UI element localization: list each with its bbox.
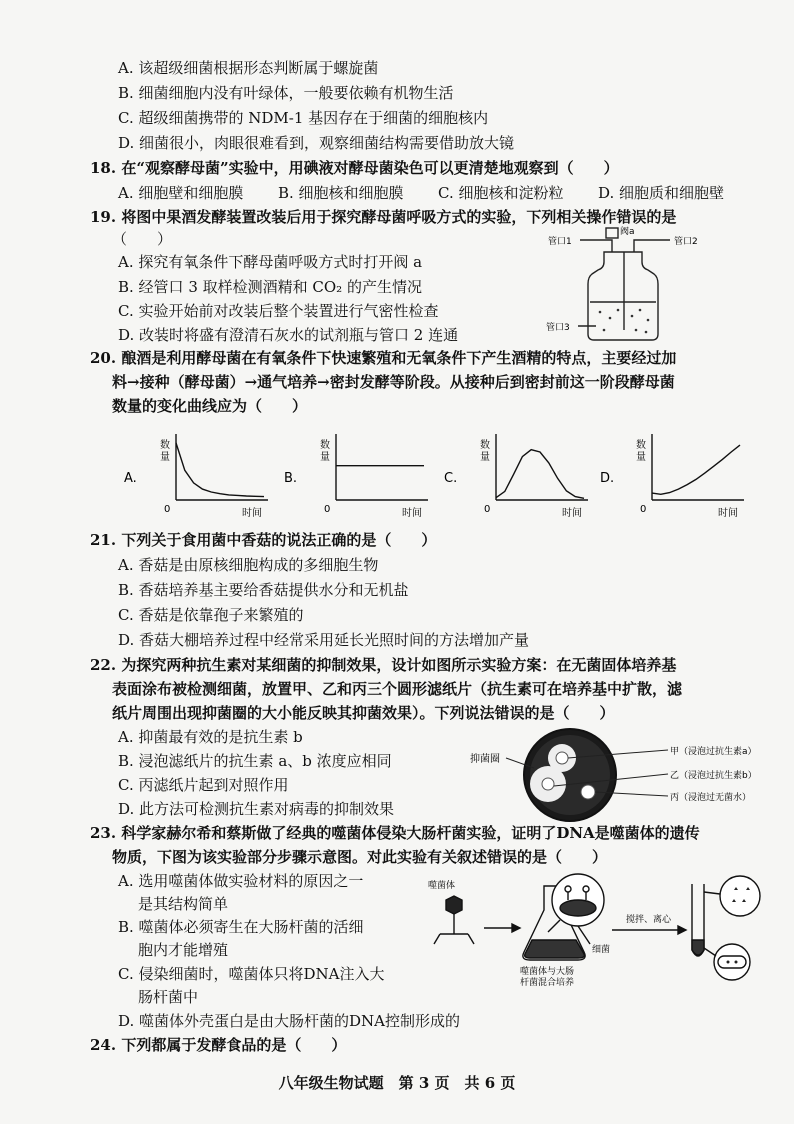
- chart-y-label-char2: 量: [480, 452, 490, 463]
- disc-bing: [581, 785, 595, 799]
- chart-x-label: 时间: [562, 508, 582, 519]
- chart-series-line: [496, 450, 584, 499]
- q19-option-c: C. 实验开始前对改装后整个装置进行气密性检查: [118, 302, 439, 320]
- chart-b: [280, 430, 432, 526]
- bacteria-label: 细菌: [592, 945, 611, 955]
- process-label: 搅拌、离心: [626, 915, 672, 925]
- chart-origin-label: 0: [484, 504, 491, 515]
- q18-option-d: D. 细胞质和细胞壁: [598, 184, 725, 202]
- q21-option-c: C. 香菇是依靠孢子来繁殖的: [118, 606, 304, 624]
- disc-yi: [542, 778, 554, 790]
- q23-option-c-line2: 肠杆菌中: [138, 988, 199, 1006]
- q19-stem-line2: （ ）: [112, 230, 173, 248]
- chart-x-label: 时间: [242, 508, 262, 519]
- chart-origin-label: 0: [640, 504, 647, 515]
- chart-d: [596, 430, 748, 526]
- chart-y-label-char1: 数: [320, 440, 330, 451]
- chart-a: [120, 430, 272, 526]
- chart-y-label-char2: 量: [636, 452, 646, 463]
- chart-origin-label: 0: [324, 504, 331, 515]
- q22-option-b: B. 浸泡滤纸片的抗生素 a、b 浓度应相同: [118, 752, 392, 770]
- q23-stem-line2: 物质，下图为该实验部分步骤示意图。对此实验有关叙述错误的是（ ）: [112, 848, 608, 866]
- q18-option-a: A. 细胞壁和细胞膜: [118, 184, 244, 202]
- chart-series-line: [176, 443, 264, 497]
- pipe3-label: 管口3: [546, 323, 570, 333]
- q22-option-c: C. 丙滤纸片起到对照作用: [118, 776, 289, 794]
- page-footer: 八年级生物试题 第 3 页 共 6 页: [278, 1074, 516, 1092]
- pipe2-tube: [634, 240, 670, 252]
- q21-option-b: B. 香菇培养基主要给香菇提供水分和无机盐: [118, 581, 409, 599]
- q19-stem-line1: 19. 将图中果酒发酵装置改装后用于探究酵母菌呼吸方式的实验，下列相关操作错误的是: [90, 208, 677, 226]
- q17-option-a: A. 该超级细菌根据形态判断属于螺旋菌: [118, 59, 379, 77]
- q18-stem: 18. 在“观察酵母菌”实验中，用碘液对酵母菌染色可以更清楚地观察到（ ）: [90, 159, 619, 177]
- chart-c: [440, 430, 592, 526]
- q17-option-d: D. 细菌很小，肉眼很难看到，观察细菌结构需要借助放大镜: [118, 134, 515, 152]
- fermentation-apparatus-figure: [540, 222, 720, 346]
- q22-stem-line1: 22. 为探究两种抗生素对某细菌的抑制效果，设计如图所示实验方案：在无菌固体培养基: [90, 656, 677, 674]
- q22-option-a: A. 抑菌最有效的是抗生素 b: [118, 728, 303, 746]
- jia-label: 甲（浸泡过抗生素a）: [670, 747, 757, 757]
- q22-option-d: D. 此方法可检测抗生素对病毒的抑制效果: [118, 800, 395, 818]
- inhibition-zone-label: 抑菌圈: [470, 754, 500, 765]
- q17-option-c: C. 超级细菌携带的 NDM-1 基因存在于细菌的细胞核内: [118, 109, 489, 127]
- q21-option-d: D. 香菇大棚培养过程中经常采用延长光照时间的方法增加产量: [118, 631, 530, 649]
- q19-option-a: A. 探究有氧条件下酵母菌呼吸方式时打开阀 a: [118, 253, 423, 271]
- chart-y-label-char1: 数: [480, 440, 490, 451]
- pipe2-label: 管口2: [674, 237, 698, 247]
- chart-option-label: C.: [444, 471, 458, 486]
- q20-stem-line3: 数量的变化曲线应为（ ）: [112, 397, 308, 415]
- q23-option-d: D. 噬菌体外壳蛋白是由大肠杆菌的DNA控制形成的: [118, 1012, 461, 1030]
- q18-option-b: B. 细胞核和细胞膜: [278, 184, 404, 202]
- q23-option-c-line1: C. 侵染细菌时，噬菌体只将DNA注入大: [118, 965, 385, 983]
- chart-x-label: 时间: [718, 508, 738, 519]
- disc-jia: [556, 752, 568, 764]
- q21-option-a: A. 香菇是由原核细胞构成的多细胞生物: [118, 556, 379, 574]
- q21-stem: 21. 下列关于食用菌中香菇的说法正确的是（ ）: [90, 531, 437, 549]
- q23-option-b-line1: B. 噬菌体必须寄生在大肠杆菌的活细: [118, 918, 364, 936]
- chart-y-label-char1: 数: [636, 440, 646, 451]
- chart-option-label: B.: [284, 471, 298, 486]
- q22-stem-line3: 纸片周围出现抑菌圈的大小能反映其抑菌效果）。下列说法错误的是（ ）: [112, 704, 615, 722]
- q19-option-b: B. 经管口 3 取样检测酒精和 CO₂ 的产生情况: [118, 278, 422, 296]
- chart-origin-label: 0: [164, 504, 171, 515]
- bing-label: 丙（浸泡过无菌水）: [670, 793, 752, 803]
- phage-head-icon: [446, 896, 462, 914]
- chart-y-label-char2: 量: [160, 452, 170, 463]
- bottle-outline: [588, 252, 658, 340]
- q20-stem-line2: 料→接种（酵母菌）→通气培养→密封发酵等阶段。从接种后到密封前这一阶段酵母菌: [112, 373, 675, 391]
- chart-y-label-char2: 量: [320, 452, 330, 463]
- q23-stem-line1: 23. 科学家赫尔希和蔡斯做了经典的噬菌体侵染大肠杆菌实验，证明了DNA是噬菌体的遗传: [90, 824, 700, 842]
- q18-option-c: C. 细胞核和淀粉粒: [438, 184, 564, 202]
- q20-stem-line1: 20. 酿酒是利用酵母菌在有氧条件下快速繁殖和无氧条件下产生酒精的特点，主要经过加: [90, 349, 677, 367]
- chart-x-label: 时间: [402, 508, 422, 519]
- flask-caption-line2: 杆菌混合培养: [520, 978, 575, 988]
- chart-option-label: A.: [124, 471, 137, 486]
- q23-option-a-line1: A. 选用噬菌体做实验材料的原因之一: [118, 872, 364, 890]
- chart-option-label: D.: [600, 471, 615, 486]
- q22-stem-line2: 表面涂布被检测细菌，放置甲、乙和丙三个圆形滤纸片（抗生素可在培养基中扩散，滤: [112, 680, 683, 698]
- pipe1-tube: [580, 240, 612, 252]
- flask-caption-line1: 噬菌体与大肠: [520, 967, 575, 977]
- petri-dish-figure: [470, 724, 770, 826]
- q23-option-b-line2: 胞内才能增殖: [138, 941, 229, 959]
- q17-option-b: B. 细菌细胞内没有叶绿体，一般要依赖有机物生活: [118, 84, 454, 102]
- q23-option-a-line2: 是其结构简单: [138, 895, 229, 913]
- q19-option-d: D. 改装时将盛有澄清石灰水的试剂瓶与管口 2 连通: [118, 326, 459, 344]
- phage-experiment-figure: [420, 870, 770, 988]
- q24-stem: 24. 下列都属于发酵食品的是（ ）: [90, 1036, 347, 1054]
- valve-a: [606, 228, 618, 238]
- valve-a-label: 阀a: [620, 227, 635, 237]
- phage-label: 噬菌体: [428, 881, 456, 891]
- chart-y-label-char1: 数: [160, 440, 170, 451]
- chart-series-line: [652, 445, 740, 494]
- yi-label: 乙（浸泡过抗生素b）: [670, 771, 757, 781]
- pipe1-label: 管口1: [548, 237, 572, 247]
